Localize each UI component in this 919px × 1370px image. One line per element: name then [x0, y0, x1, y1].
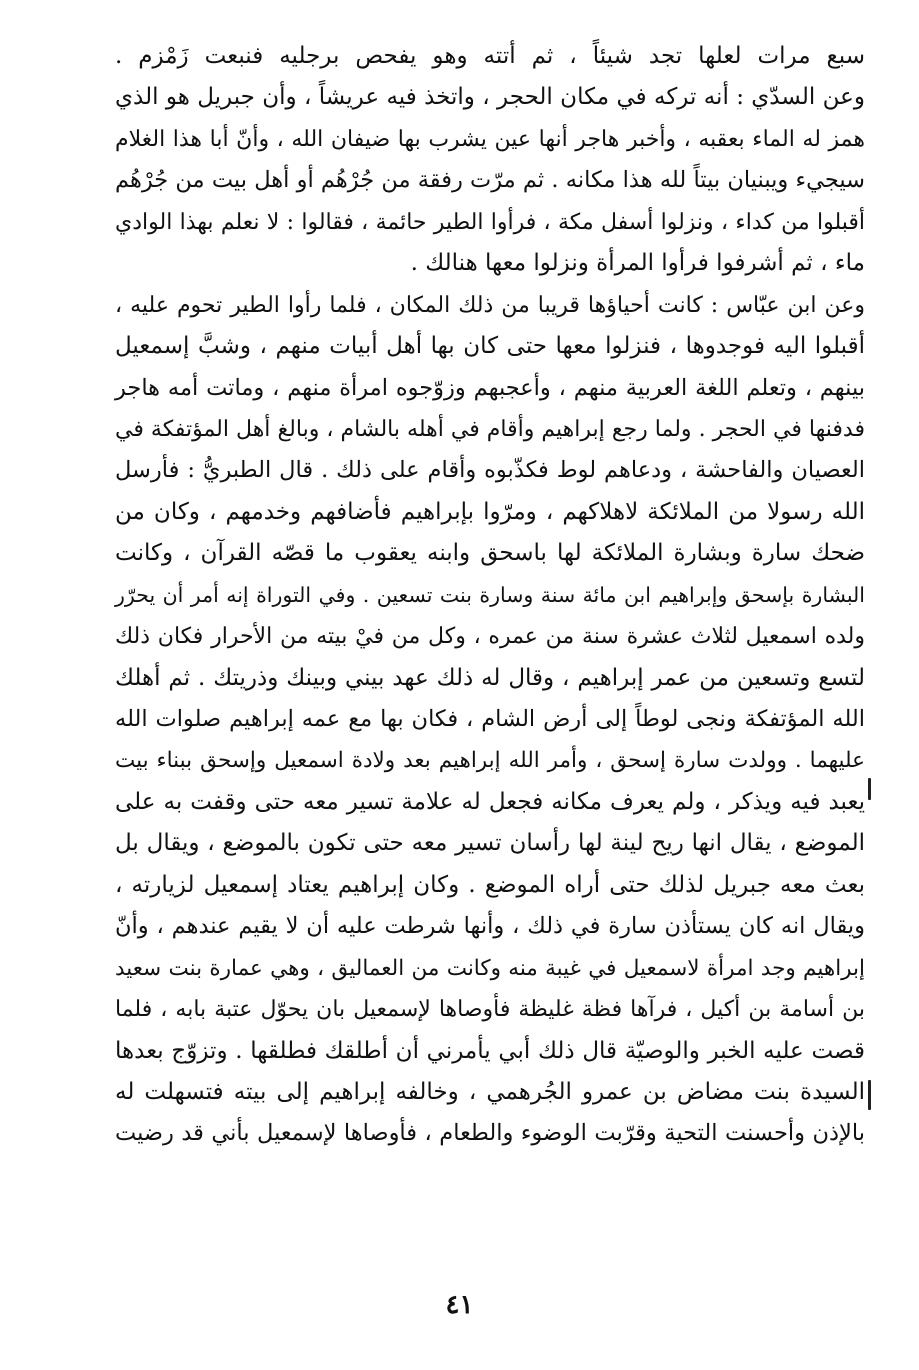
- text-line: سبع مرات لعلها تجد شيئاً ، ثم أتته وهو يفحص برجليه فنبعت زَمْزم .: [115, 43, 865, 69]
- text-line: لتسع وتسعين من عمر إبراهيم ، وقال له ذلك عهد بيني وبينك وذريتك . ثم أهلك: [115, 664, 865, 691]
- text-line: همز له الماء بعقبه ، وأخبر هاجر أنها عين يشرب بها ضيفان الله ، وأنّ أبا هذا الغلام: [115, 126, 865, 152]
- text-line: بن أسامة بن أكيل ، فرآها فظة غليظة فأوصاها لإسمعيل بان يحوّل عتبة بابه ، فلما: [115, 997, 865, 1023]
- text-line: وعن السدّي : أنه تركه في مكان الحجر ، واتخذ فيه عريشاً ، وأن جبريل هو الذي: [115, 84, 865, 111]
- text-line: ضحك سارة وبشارة الملائكة لها باسحق وابنه يعقوب ما قصّه القرآن ، وكانت: [115, 540, 865, 567]
- text-line: ولده اسمعيل لثلاث عشرة سنة من عمره ، وكل من فيْ بيته من الأحرار فكان ذلك: [115, 624, 865, 650]
- text-line: العصيان والفاحشة ، ودعاهم لوط فكذّبوه وأقام على ذلك . قال الطبريُّ : فأرسل: [115, 457, 865, 484]
- text-line: بينهم ، وتعلم اللغة العربية منهم ، وأعجبهم وزوّجوه امرأة منهم ، وماتت أمه هاجر: [115, 374, 865, 401]
- text-line: يعبد فيه ويذكر ، ولم يعرف مكانه فجعل له علامة تسير معه حتى وقفت به على: [115, 788, 865, 815]
- text-line: عليهما . وولدت سارة إسحق ، وأمر الله إبراهيم بعد ولادة اسمعيل وإسحق ببناء بيت: [115, 748, 865, 774]
- text-line: أقبلوا من كداء ، ونزلوا أسفل مكة ، فرأوا الطير حائمة ، فقالوا : لا نعلم بهذا الوادي: [115, 209, 865, 235]
- text-line: البشارة بإسحق وإبراهيم ابن مائة سنة وسارة بنت تسعين . وفي التوراة إنه أمر أن يحرّر: [115, 582, 865, 607]
- text-line: أقبلوا اليه فوجدوها ، فنزلوا معها حتى كان بها أهل أبيات منهم ، وشبَّ إسمعيل: [115, 333, 865, 360]
- text-line: الله المؤتفكة ونجى لوطاً إلى أرض الشام ، فكان بها مع عمه إبراهيم صلوات الله: [115, 706, 865, 732]
- text-line: وعن ابن عبّاس : كانت أحياؤها قريبا من ذلك المكان ، فلما رأوا الطير تحوم عليه ،: [115, 292, 865, 318]
- page-number: ٤١: [445, 1290, 474, 1320]
- text-line: الله رسولا من الملائكة لاهلاكهم ، ومرّوا بإبراهيم فأضافهم وخدمهم ، وكان من: [115, 498, 865, 525]
- text-line: قصت عليه الخبر والوصيّة قال ذلك أبي يأمرني أن أطلقك فطلقها . وتزوّج بعدها: [115, 1037, 865, 1064]
- text-line: ماء ، ثم أشرفوا فرأوا المرأة ونزلوا معها هنالك .: [410, 250, 865, 277]
- text-line: السيدة بنت مضاض بن عمرو الجُرهمي ، وخالفه إبراهيم إلى بيته فتسهلت له: [115, 1078, 865, 1105]
- text-line: بعث معه جبريل لذلك حتى أراه الموضع . وكان إبراهيم يعتاد إسمعيل لزيارته ،: [115, 871, 865, 898]
- text-line: سيجيء ويبنيان بيتاً لله هذا مكانه . ثم مرّت رفقة من جُرْهُم أو أهل بيت من جُرْهُم: [115, 167, 865, 194]
- text-line: بالإذن وأحسنت التحية وقرّبت الوضوء والطعام ، فأوصاها لإسمعيل بأني قد رضيت: [115, 1120, 865, 1147]
- margin-mark: [868, 1080, 871, 1110]
- text-line: الموضع ، يقال انها ريح لينة لها رأسان تسير معه حتى تكون بالموضع ، ويقال بل: [115, 830, 865, 857]
- body-text: [115, 36, 865, 1155]
- text-line: ويقال انه كان يستأذن سارة في ذلك ، وأنها شرطت عليه أن لا يقيم عندهم ، وأنّ: [115, 913, 865, 940]
- margin-mark: [868, 778, 871, 800]
- text-line: فدفنها في الحجر . ولما رجع إبراهيم وأقام في أهله بالشام ، وبالغ أهل المؤتفكة في: [115, 416, 865, 442]
- text-line: إبراهيم وجد امرأة لاسمعيل في غيبة منه وكانت من العماليق ، وهي عمارة بنت سعيد: [115, 955, 865, 981]
